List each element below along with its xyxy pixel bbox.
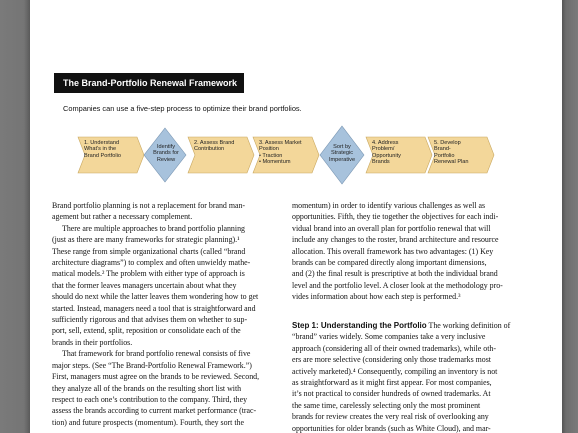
- body-line: architecture diagrams”) to complex and often unwieldy mathe-: [52, 258, 251, 268]
- body-line: major steps. (See “The Brand-Portfolio Renewal Framework.”): [52, 360, 252, 370]
- body-line: sufficiently rigorous and that advises them on whether to sup-: [52, 315, 248, 325]
- step-1-section: [292, 320, 542, 433]
- left-column: [52, 200, 288, 428]
- body-line: matical models.² The problem with either type of approach is: [52, 269, 245, 279]
- step-4-label: 4. Address Problem/ Opportunity Brands: [372, 140, 401, 165]
- body-line: approach (considering all of their owned trademarks), while oth-: [292, 343, 496, 353]
- body-line: “brand” varies widely. Some companies take a very inclusive: [292, 332, 486, 342]
- step-2-label: 2. Assess Brand Contribution: [194, 140, 235, 153]
- body-line: that the former leaves managers uncertain about what they: [52, 280, 237, 290]
- body-line: it’s not practical to consider hundreds of owned trademarks. At: [292, 389, 491, 399]
- body-line: as straightforward as it might first appear. For most companies,: [292, 378, 492, 388]
- exhibit-subtitle: Companies can use a five-step process to optimize their brand portfolios.: [63, 104, 302, 113]
- body-line: momentum) in order to identify various challenges as well as: [292, 201, 486, 210]
- identify-label: Identify Brands for Review: [153, 144, 179, 163]
- body-line: respect to each one’s contribution to the company. Third, they: [52, 394, 248, 404]
- body-line: allocation. This overall framework has two advantages: (1) Key: [292, 246, 494, 256]
- step-1-heading: Step 1: Understanding the Portfolio: [292, 321, 427, 330]
- body-line: There are multiple approaches to brand portfolio planning: [62, 223, 245, 233]
- step-5-label: 5. Develop Brand- Portfolio Renewal Plan: [434, 140, 469, 165]
- body-line: That framework for brand portfolio renewal consists of five: [62, 349, 251, 359]
- step-1-label: 1. Understand What's in the Brand Portfolio: [84, 140, 122, 159]
- body-line: the same time, carelessly selecting only the most prominent: [292, 400, 481, 410]
- sort-label: Sort by Strategic Imperative: [328, 144, 356, 163]
- body-line: include any changes to the roster, brand architecture and resource: [292, 235, 499, 245]
- body-line: brands for review creates the very real risk of overlooking any: [292, 412, 489, 422]
- body-line: they analyze all of the brands on the resulting short list with: [52, 383, 242, 393]
- left-margin: [0, 0, 30, 433]
- exhibit-title: The Brand-Portfolio Renewal Framework: [54, 73, 244, 93]
- body-line: ers are more selective (considering only those trademarks most: [292, 355, 491, 365]
- body-line: should do next while the latter leaves them wondering how to get: [52, 292, 259, 302]
- body-line: and (2) the final result is prescriptive at both the individual brand: [292, 269, 498, 279]
- body-line: brands in their portfolios.: [52, 337, 133, 347]
- body-line: The working definition of: [426, 321, 511, 330]
- body-line: assess the brands according to current market performance (trac-: [52, 406, 257, 416]
- body-line: Brand portfolio planning is not a replacement for brand man-: [52, 201, 246, 210]
- body-line: started. Instead, managers need a tool that is straightforward and: [52, 303, 256, 313]
- body-line: opportunities for older brands (such as White Cloud), and mar-: [292, 423, 491, 433]
- body-line: level and the portfolio level. A closer look at the methodology pro-: [292, 280, 503, 290]
- right-column: [292, 200, 542, 303]
- body-line: These range from simple organizational charts (called “brand: [52, 246, 246, 256]
- body-line: brands can be compared directly along important dimensions,: [292, 258, 487, 268]
- body-line: agement but rather a necessary complement.: [52, 212, 193, 222]
- document-page: [30, 0, 562, 433]
- body-line: actively marketed).⁴ Consequently, compiling an inventory is not: [292, 366, 498, 376]
- step-3-label: 3. Assess Market Position • Traction • Momentum: [259, 140, 302, 165]
- body-line: vides information about how each step is performed.³: [292, 292, 461, 302]
- body-line: tion) and future prospects (momentum). Fourth, they sort the: [52, 417, 244, 427]
- body-line: port, sell, extend, split, reposition or consolidate each of the: [52, 326, 241, 336]
- body-line: First, managers must agree on the brands to be reviewed. Second,: [52, 372, 260, 382]
- body-line: vidual brand into an overall plan for portfolio renewal that will: [292, 223, 491, 233]
- body-line: opportunities. Fifth, they tie together the objectives for each indi-: [292, 212, 499, 222]
- body-line: (just as there are many frameworks for strategic planning).¹: [52, 235, 240, 245]
- page-shadow: [562, 0, 578, 433]
